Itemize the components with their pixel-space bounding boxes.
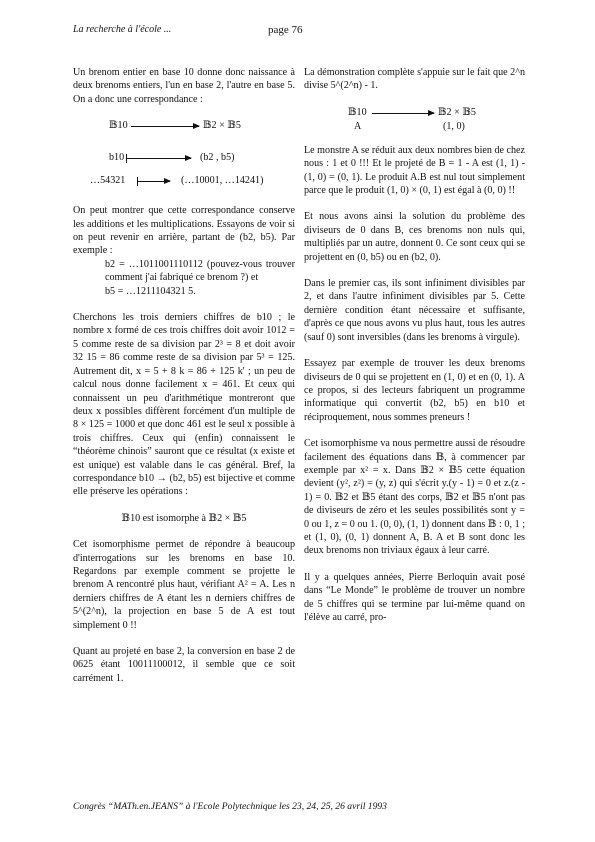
diagram-example	[73, 174, 295, 194]
isomorphism-statement: 𝔹10 est isomorphe à 𝔹2 × 𝔹5	[121, 512, 247, 524]
arrow-icon	[131, 126, 199, 127]
paragraph: Quant au projeté en base 2, la conversion en base 2 de 0625 étant 10011100012, il semble que ce soit carrément 1.	[73, 646, 295, 684]
paragraph: La démonstration complète s'appuie sur le fait que 2^n divise 5^(2^n) - 1.	[304, 67, 525, 92]
page-number: page 76	[268, 24, 303, 36]
diagram-label: (…10001, …14241)	[181, 175, 264, 187]
diagram-label: …54321	[90, 175, 126, 187]
diagram-b10-maps-to	[73, 151, 295, 171]
paragraph: Cet isomorphisme permet de répondre à beaucoup d'interrogations sur les brenoms en base 10. Regardons par exemple comment se projette le brenom A rencontré plus haut, vérifiant A² = A. Les n derniers chiffres de A étant les n derniers chiffres de 5^(2^n), la projection en base 5 de A est tout simplement 0 !!	[73, 539, 295, 631]
paragraph: b2 = …1011001110112 (pouvez-vous trouver comment j'ai fabriqué ce brenom ?) et	[105, 258, 295, 284]
paragraph: Un brenom entier en base 10 donne donc naissance à deux brenoms entiers, l'un en base 2, l'autre en base 5. On a donc une correspondance :	[73, 67, 295, 105]
right-column	[304, 66, 525, 637]
diagram-label: b10	[109, 152, 125, 164]
arrow-icon	[372, 113, 434, 114]
diagram-label: A	[354, 120, 362, 132]
diagram-label: 𝔹2 × 𝔹5	[438, 106, 476, 118]
left-column	[73, 66, 295, 698]
paragraph: Cet isomorphisme va nous permettre aussi de résoudre facilement des équations dans 𝔹, à commencer par exemple par x² = x. Dans 𝔹2 × 𝔹5 cette équation devient (y², z²) = (y, z) qui s'écrit y.(y - 1) = 0 et z.(z - 1) = 0. 𝔹2 et 𝔹5 étant des corps, 𝔹2 et 𝔹5 n'ont pas de diviseurs de zéro et les seules possibilités sont y = 0 ou 1, z = 0 ou 1. (0, 0), (1, 1) donnent dans 𝔹 : 0, 1 ; et (1, 0), (0, 1) donnent A, B. A et B sont donc les deux brenoms non triviaux égaux à leur carré.	[304, 438, 525, 557]
arrow-icon	[138, 181, 170, 182]
diagram-label: (b2 , b5)	[200, 152, 235, 164]
paragraph: Dans le premier cas, ils sont infiniment divisibles par 2, et dans l'autre infiniment divisibles par 5. Cette dernière condition étant nécessaire et suffisante, d'après ce que nous avons vu plus haut, tous les autres (sauf 0) sont inversibles (dans les brenoms à virgule).	[304, 278, 525, 343]
arrow-icon	[127, 158, 191, 159]
running-header-title: La recherche à l'école ...	[73, 24, 172, 35]
paragraph: Et nous avons ainsi la solution du problème des diviseurs de 0 dans B, ces brenoms non nuls qui, multipliés par un autre, donnent 0. Ce sont ceux qui se projettent en (0, b5) ou en (b2, 0).	[304, 211, 525, 263]
paragraph: Il y a quelques années, Pierre Berloquin avait posé dans “Le Monde” le problème de trouver un nombre de 5 chiffres qui se termine par lui-même quand on l'élève au carré, pro-	[304, 571, 525, 623]
diagram-label: (1, 0)	[443, 120, 465, 132]
diagram-label: 𝔹2 × 𝔹5	[203, 120, 241, 132]
paragraph: Le monstre A se réduit aux deux nombres bien de chez nous : 1 et 0 !!! Et le projeté de B = 1 - A est (1, 1) - (1, 0) = (0, 1). Le produit A.B est nul tout simplement parce que le produit (1, 0) × (0, 1) est égal à (0, 0) !!	[304, 144, 525, 197]
diagram-label: 𝔹10	[109, 120, 128, 132]
paragraph: Cherchons les trois derniers chiffres de b10 ; le nombre x formé de ces trois chiffres doit avoir 1012 = 5 comme reste de sa division par 2³ = 8 et doit avoir 32 15 = 86 comme reste de sa division par 5³ = 125. Autrement dit, x = 5 + 8 k = 86 + 125 k' ; un peu de calcul nous donne facilement x = 461. Et ceux qui connaissent un peu d'arithmétique montreront que deux x possibles diffèrent forcément d'un multiple de 8 × 125 = 1000 et que donc 461 est le seul x possible à trois chiffres. Ceux qui (enfin) connaissent le “théorème chinois” sauront que ce résultat (x existe et est unique) est valable dans le cas général. Bref, la correspondance b10 → (b2, b5) est bijective et comme elle préserve les opérations :	[73, 312, 295, 498]
paragraph: b5 = …1211104321 5.	[105, 285, 196, 297]
diagram-label: 𝔹10	[348, 106, 367, 118]
diagram-projection-of-a	[304, 106, 525, 136]
paragraph: On peut montrer que cette correspondance conserve les additions et les multiplications. Essayons de voir si on peut revenir en arrière, partant de (b2, b5). Par exemple :	[73, 205, 295, 257]
paragraph: Essayez par exemple de trouver les deux brenoms diviseurs de 0 qui se projettent en (1, 0) et en (0, 1). A ce propos, si des lecteurs fabriquent un programme informatique qui convertit (b2, b5) en b10 et réciproquement, nous sommes preneurs !	[304, 358, 525, 423]
page-footer: Congrès “MATh.en.JEANS” à l'Ecole Polytechnique les 23, 24, 25, 26 avril 1993	[73, 801, 387, 812]
diagram-b10-to-b2b5	[73, 119, 295, 139]
